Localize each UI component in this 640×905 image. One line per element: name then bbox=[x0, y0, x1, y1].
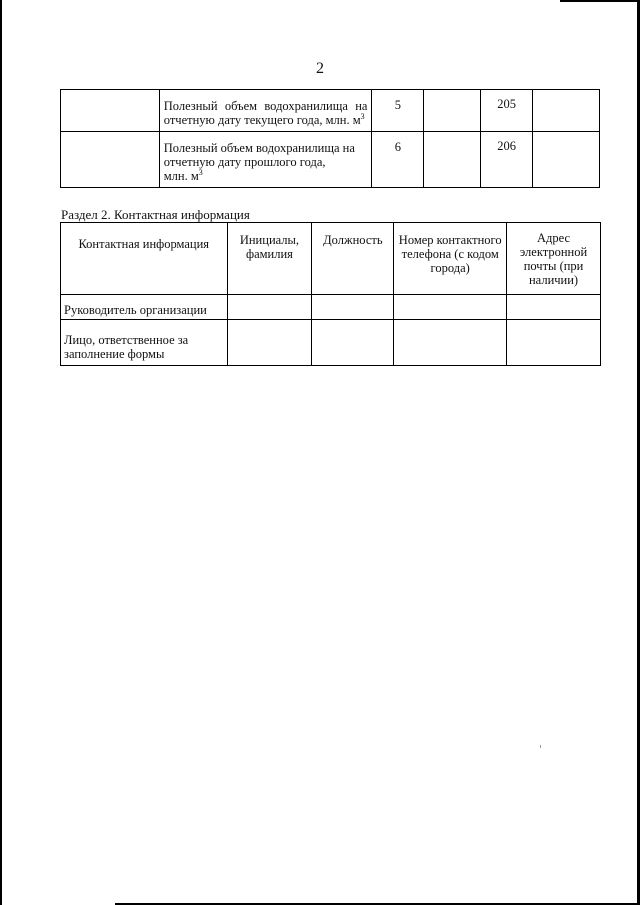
table-cell-empty bbox=[424, 90, 481, 132]
header-line: города) bbox=[430, 261, 470, 275]
line-number-cell: 6 bbox=[372, 132, 424, 188]
table-cell-empty bbox=[61, 90, 160, 132]
page-number: 2 bbox=[316, 60, 324, 77]
input-cell-email[interactable] bbox=[507, 320, 601, 366]
scan-border-left bbox=[0, 0, 2, 905]
header-line: электронной bbox=[519, 245, 588, 259]
table-cell-empty bbox=[533, 90, 600, 132]
header-position: Должность bbox=[312, 223, 394, 295]
table-row bbox=[61, 90, 600, 132]
reservoir-volume-table bbox=[60, 89, 600, 188]
row-label-head bbox=[61, 295, 228, 320]
line-number-cell: 5 bbox=[372, 90, 424, 132]
unit-superscript: 3 bbox=[198, 167, 203, 177]
input-cell-initials[interactable] bbox=[227, 295, 312, 320]
table-row bbox=[61, 320, 601, 366]
indicator-name-line: млн. м bbox=[163, 169, 199, 183]
header-line: почты (при bbox=[523, 259, 584, 273]
header-contact: Контактная информация bbox=[61, 223, 228, 295]
header-phone bbox=[394, 223, 507, 295]
code-cell: 205 bbox=[481, 90, 533, 132]
scan-border-top bbox=[560, 0, 640, 2]
input-cell-phone[interactable] bbox=[394, 295, 507, 320]
section-title: Раздел 2. Контактная информация bbox=[61, 207, 250, 222]
header-email bbox=[507, 223, 601, 295]
table-cell-empty bbox=[424, 132, 481, 188]
contact-info-table bbox=[60, 222, 601, 366]
header-line: Адрес bbox=[537, 231, 571, 245]
unit-superscript: 3 bbox=[360, 111, 365, 121]
header-line: телефона (с кодом bbox=[401, 247, 499, 261]
input-cell-email[interactable] bbox=[507, 295, 601, 320]
table-cell-empty bbox=[533, 132, 600, 188]
input-cell-position[interactable] bbox=[312, 295, 394, 320]
table-cell-empty bbox=[61, 132, 160, 188]
header-line: наличии) bbox=[528, 273, 579, 287]
input-cell-position[interactable] bbox=[312, 320, 394, 366]
row-label-responsible bbox=[61, 320, 228, 366]
indicator-name-line: отчетную дату текущего года, млн. м bbox=[163, 113, 361, 127]
indicator-name-cell bbox=[159, 132, 372, 188]
row-label-line: Лицо, ответственное за bbox=[64, 333, 189, 347]
row-label-line: Руководитель организации bbox=[64, 303, 207, 317]
indicator-name-line: Полезный объем водохранилища на bbox=[163, 141, 355, 155]
indicator-name-cell bbox=[159, 90, 372, 132]
table-row bbox=[61, 132, 600, 188]
row-label-line: заполнение формы bbox=[64, 347, 165, 361]
scan-artifact bbox=[540, 745, 541, 748]
table-header-row bbox=[61, 223, 601, 295]
input-cell-phone[interactable] bbox=[394, 320, 507, 366]
table-row bbox=[61, 295, 601, 320]
input-cell-initials[interactable] bbox=[227, 320, 312, 366]
header-line: Номер контактного bbox=[398, 233, 502, 247]
code-cell: 206 bbox=[481, 132, 533, 188]
header-line: фамилия bbox=[245, 247, 293, 261]
header-initials bbox=[227, 223, 312, 295]
indicator-name-line: отчетную дату прошлого года, bbox=[163, 155, 326, 169]
header-line: Инициалы, bbox=[239, 233, 300, 247]
indicator-name-line: Полезный объем водохранилища на bbox=[163, 99, 368, 113]
